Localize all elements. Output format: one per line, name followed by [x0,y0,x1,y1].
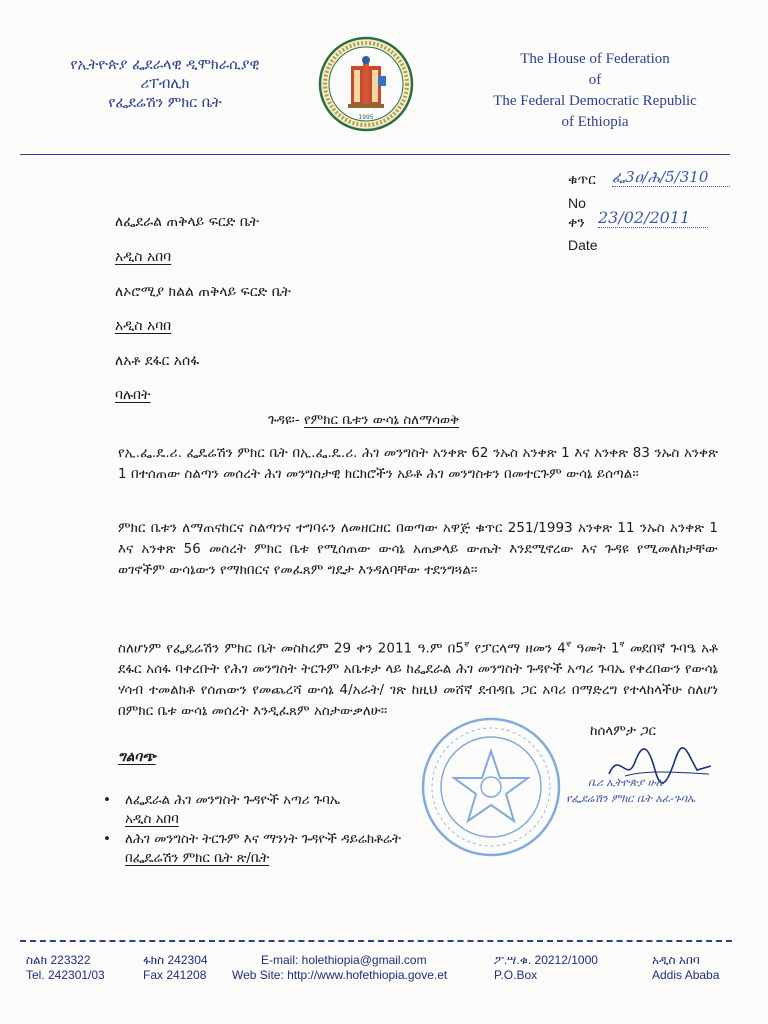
body-paragraph-2: ምክር ቤቱን ለማጠናከርና ስልጣንና ተግባሩን ለመዘርዘር በወጣው አዋጅ ቁጥር 251/1993 አንቀጽ 11 ንኡስ አንቀጽ 1 እና አንቀጽ 56 መሰረት ምክር ቤቱ የሚሰጠው ውሳኔ አጠቃላይ ውጤት እንደሚኖረው እና ጉዳዩ የሚመለከታቸው ወገኖችም ውሳኔውን የማክበርና የመፈጸም ግዴታ እንዳለባቸው ተደንግጓል፡፡ [118,521,718,578]
footer-fax: ፋክስ 242304 Fax 241208 [143,953,208,982]
header-english-line1: The House of Federation [520,51,670,67]
signatory-name-handwritten: ቤሪ ኢትዮጵያ ሁሉ [588,776,664,789]
bullet-icon: • [103,832,111,847]
body-paragraph-1: የኢ.ፌ.ዴ.ሪ. ፌዴሬሽን ምክር ቤት በኢ.ፌ.ዴ.ሪ. ሕገ መንግስት አንቀጽ 62 ንኡስ አንቀጽ 1 እና አንቀጽ 83 ንኡስ አንቀጽ 1 በተሰጠው ስልጣን መሰረት ሕገ መንግስታዊ ክርክሮችን አይቶ ሕገ መንግስቱን በመተርጉም ውሳኔ ይሰጣል፡፡ [118,446,718,482]
recipient-1-city: አዲስ አበባ [115,249,172,265]
subject-line [268,412,459,428]
cc-label: ግልባጭ [118,749,156,765]
no-label: No [568,195,586,211]
cc-item-2 [103,830,401,868]
cc-item-2-line2: በፌዴሬሽን ምክር ቤት ጽ/ቤት [125,851,270,866]
recipient-3-name: ለአቶ ደፋር አሰፋ [115,353,200,369]
footer-website[interactable]: Web Site: http://www.hofethiopia.gove.et [232,968,448,982]
svg-text:1995: 1995 [358,114,374,121]
recipient-2-name: ለኦሮሚያ ክልል ጠቅላይ ፍርድ ቤት [115,284,291,300]
ref-number-handwritten: ፌ3ዐ/ሕ/5/310 [612,168,730,187]
closing-greeting: ከሰላምታ ጋር [590,723,657,739]
header-english-line3: The Federal Democratic Republic [493,93,697,109]
subject-label: ጉዳዩ፡- [268,412,300,428]
date-handwritten: 23/02/2011 [598,208,708,228]
cc-item-1 [103,791,340,829]
footer-email-web [232,953,447,983]
cc-item-1-line1: ለፌደራል ሕገ መንግስት ጉዳዮች አጣሪ ጉባኤ [125,793,340,808]
header-amharic-line2: ሪፐብሊክ [140,76,190,92]
bullet-icon: • [103,793,111,808]
recipient-3-city: ባሉበት [115,387,151,403]
ref-label-amharic: ቁጥር [568,171,596,187]
body-paragraph-3: ስለሆነም የፌዴሬሽን ምክር ቤት መስከረም 29 ቀን 2011 ዓ.ም $በ5^ኛ$ የፓርላማ ዘመን $4^ኛ$ ዓመት $1^ኛ$ መደበኛ ጉባዔ አቶ ደፋር አሰፋ ባቀረቡት የሕገ መንግስት ትርጉም አቤቱታ ላይ ከፌደራል ሕገ መንግስት ጉዳዮች አጣሪ ጉባኤ የቀረበውን የውሳኔ ሃሳብ ተመልክቶ የሰጠውን የመጨረሻ ውሳኔ 4/አራት/ ገጽ ከዚህ መሸኛ ደብዳቤ ጋር አባሪ በማድረግ የተላከላችሁ ስለሆነ በምክር ቤቱ ውሳኔ መሰረት እንዲፈጸም አስታውቃለሁ፡፡ [118,640,718,720]
date-label: Date [568,237,598,253]
footer-divider [20,940,732,942]
header-amharic-line3: የፌደሬሽን ምክር ቤት [108,95,222,111]
header-english-line4: of Ethiopia [561,114,629,130]
signatory-title-handwritten: የፌደሬሽን ምክር ቤት አፈ-ጉባኤ [566,792,696,805]
cc-item-2-line1: ለሕገ መንግስት ትርጉም እና ማንነት ጉዳዮች ዳይሬክቶሬት [125,832,401,847]
subject-text: የምክር ቤቱን ውሳኔ ስለማሳወቅ [304,412,460,428]
header-english-line2: of [588,72,602,88]
date-label-amharic: ቀን [568,214,585,230]
house-of-federation-emblem [318,36,414,132]
footer-pobox: ፖ.ሣ.ቁ. 20212/1000 P.O.Box [494,953,598,982]
footer-phone: ስልክ 223322 Tel. 242301/03 [26,953,105,982]
recipient-2-city: አዲስ አባበ [115,318,172,334]
recipient-1-name: ለፌደራል ጠቅላይ ፍርድ ቤት [115,214,259,230]
footer-email[interactable]: E-mail: holethiopia@gmail.com [261,953,427,967]
letterhead-divider [20,154,730,155]
footer-city: አዲስ አበባ Addis Ababa [652,953,720,982]
header-amharic-line1: የኢትዮጵያ ፌደራላዊ ዲሞክራሲያዊ [70,57,260,73]
cc-item-1-line2: አዲስ አበባ [125,812,179,827]
official-stamp [420,716,562,858]
